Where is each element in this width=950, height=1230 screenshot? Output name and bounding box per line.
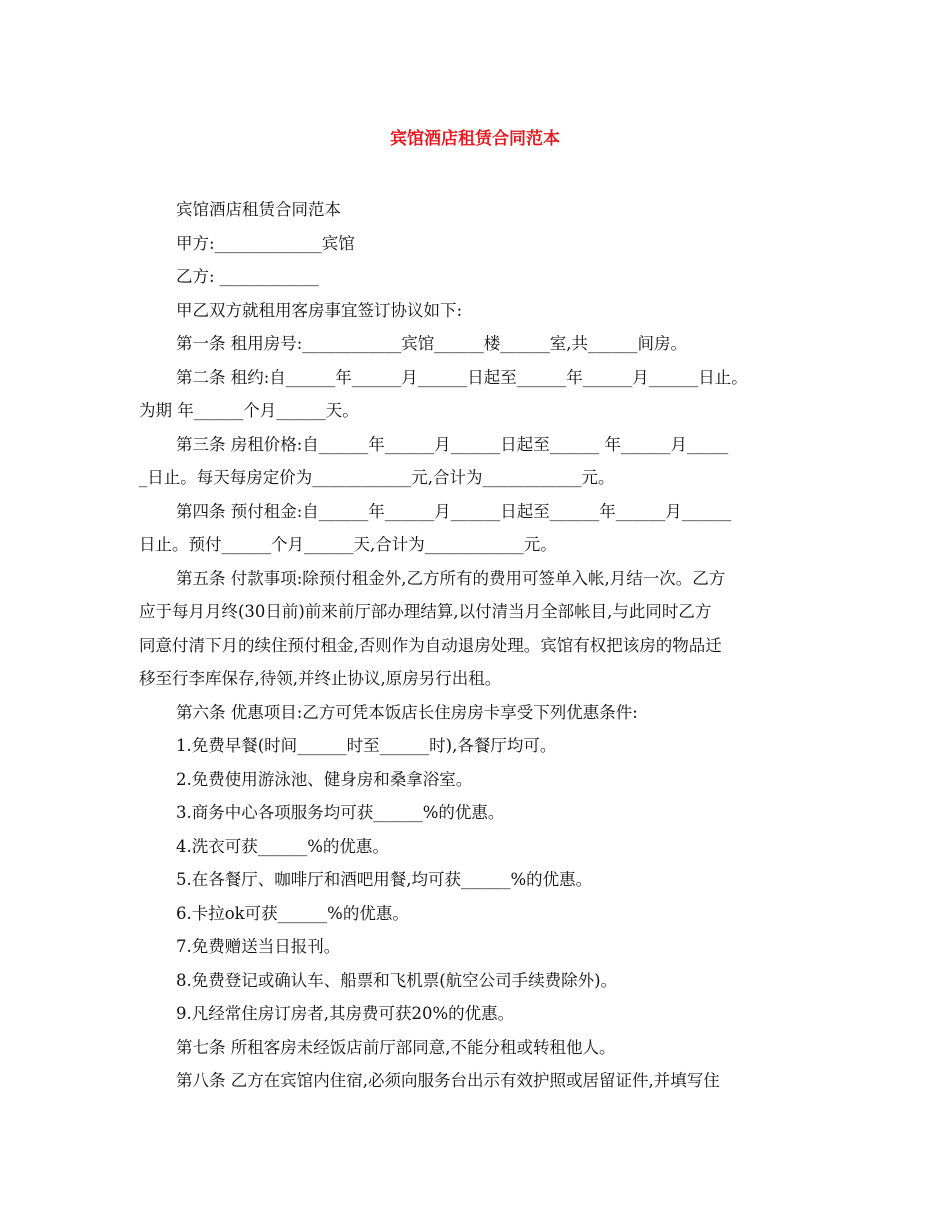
document-line: 乙方: ____________ — [176, 267, 319, 286]
document-line: 甲乙双方就租用客房事宜签订协议如下: — [176, 300, 463, 320]
document-line: 第一条 租用房号:____________宾馆______楼______室,共______间房。 — [176, 334, 688, 353]
document-line: 4.洗衣可获______%的优惠。 — [176, 836, 389, 856]
document-title: 宾馆酒店租赁合同范本 — [390, 129, 560, 149]
document-line: 日止。预付______个月______天,合计为____________元。 — [139, 535, 557, 554]
document-line: 第八条 乙方在宾馆内住宿,必须向服务台出示有效护照或居留证件,并填写住 — [176, 1071, 720, 1090]
document-line: 宾馆酒店租赁合同范本 — [176, 200, 341, 219]
document-line: 2.免费使用游泳池、健身房和桑拿浴室。 — [176, 769, 473, 789]
document-line: 第四条 预付租金:自______年______月______日起至______年______月______ — [176, 501, 732, 521]
document-body — [139, 193, 811, 1098]
document-line: 移至行李库保存,待领,并终止协议,原房另行出租。 — [139, 669, 502, 688]
document-line: 第七条 所租客房未经饭店前厅部同意,不能分租或转租他人。 — [176, 1037, 616, 1057]
document-line: 9.凡经常住房订房者,其房费可获20%的优惠。 — [176, 1004, 515, 1023]
document-line: 甲方:_____________宾馆 — [176, 233, 355, 253]
document-line: _日止。每天每房定价为____________元,合计为____________元。 — [139, 468, 615, 487]
document-line: 第五条 付款事项:除预付租金外,乙方所有的费用可签单入帐,月结一次。乙方 — [176, 568, 726, 588]
document-line: 6.卡拉ok可获______%的优惠。 — [176, 903, 409, 923]
document-line: 3.商务中心各项服务均可获______%的优惠。 — [176, 803, 505, 822]
document-line: 第二条 租约:自______年______月______日起至______年______月______日止。 — [176, 367, 748, 387]
document-line: 为期 年______个月______天。 — [139, 401, 359, 420]
document-line: 8.免费登记或确认车、船票和飞机票(航空公司手续费除外)。 — [176, 970, 618, 990]
document-line: 应于每月月终(30日前)前来前厅部办理结算,以付清当月全部帐目,与此同时乙方 — [139, 602, 712, 621]
document-line: 1.免费早餐(时间______时至______时),各餐厅均可。 — [176, 736, 557, 755]
document-line: 同意付清下月的续住预付租金,否则作为自动退房处理。宾馆有权把该房的物品迁 — [139, 635, 722, 655]
document-line: 7.免费赠送当日报刊。 — [176, 937, 341, 956]
document-line: 第六条 优惠项目:乙方可凭本饭店长住房房卡享受下列优惠条件: — [176, 702, 638, 722]
document-line: 5.在各餐厅、咖啡厅和酒吧用餐,均可获______%的优惠。 — [176, 870, 593, 889]
document-line: 第三条 房租价格:自______年______月______日起至______ 年______月_____ — [176, 434, 729, 454]
